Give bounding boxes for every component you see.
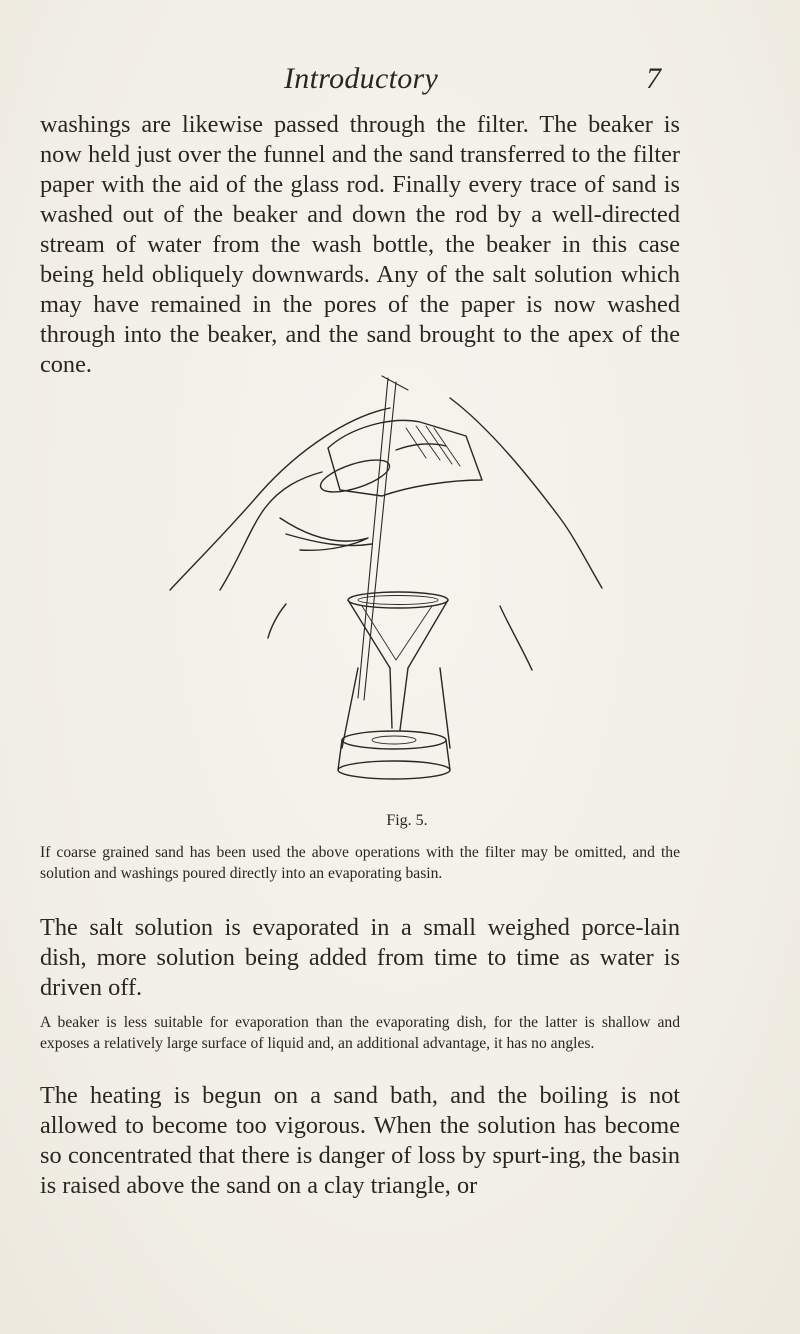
lower-beaker-rim [342,731,446,749]
figure-filtration-illustration [150,368,650,798]
beaker-outline [328,420,482,496]
caption-text: Fig. 5. [386,812,428,829]
figure-caption [0,812,800,830]
note-coarse-sand: If coarse grained sand has been used the above operations with the filter may be omitted, and the solution and washings poured directly into an evaporating basin. [40,844,680,882]
right-arm-outline [450,398,602,588]
left-arm-inner [220,472,322,590]
left-arm-lower [268,604,286,638]
body-paragraph-washings: washings are likewise passed through the filter. The beaker is now held just over the funnel and the sand transferred to the filter paper with the aid of the glass rod. Finally every trace of sand is washed out of the beaker and down the rod by a well-directed stream of water from the wash bottle, the beaker in this case being held obliquely downwards. Any of the salt solution which may have remained in the pores of the paper is now washed through into the beaker, and the sand brought to the apex of the cone. [40,111,680,378]
lower-beaker-sides [338,740,450,770]
right-arm-lower [500,606,532,670]
stand-left [342,668,358,748]
body-paragraph-evaporation: The salt solution is evaporated in a small weighed porce-lain dish, more solution being added from time to time as water is driven off. [40,914,680,1001]
page-header [0,62,800,102]
body-paragraph-heating: The heating is begun on a sand bath, and the boiling is not allowed to become too vigorous. When the solution has become so concentrated that there is danger of loss by spurt-ing, the basin is raised above the sand on a clay triangle, or [40,1082,680,1199]
note-beaker: A beaker is less suitable for evaporation than the evaporating dish, for the latter is shallow and exposes a relatively large surface of liquid and, an additional advantage, it has no angles. [40,1014,680,1052]
funnel-rim [348,592,448,608]
page-number: 7 [646,62,661,95]
running-title: Introductory [284,62,439,95]
left-hand-outline [170,408,390,590]
lower-beaker-inner [372,736,416,744]
funnel-rim-inner [358,596,438,605]
funnel-stem [390,668,408,730]
lower-beaker-base [338,761,450,779]
